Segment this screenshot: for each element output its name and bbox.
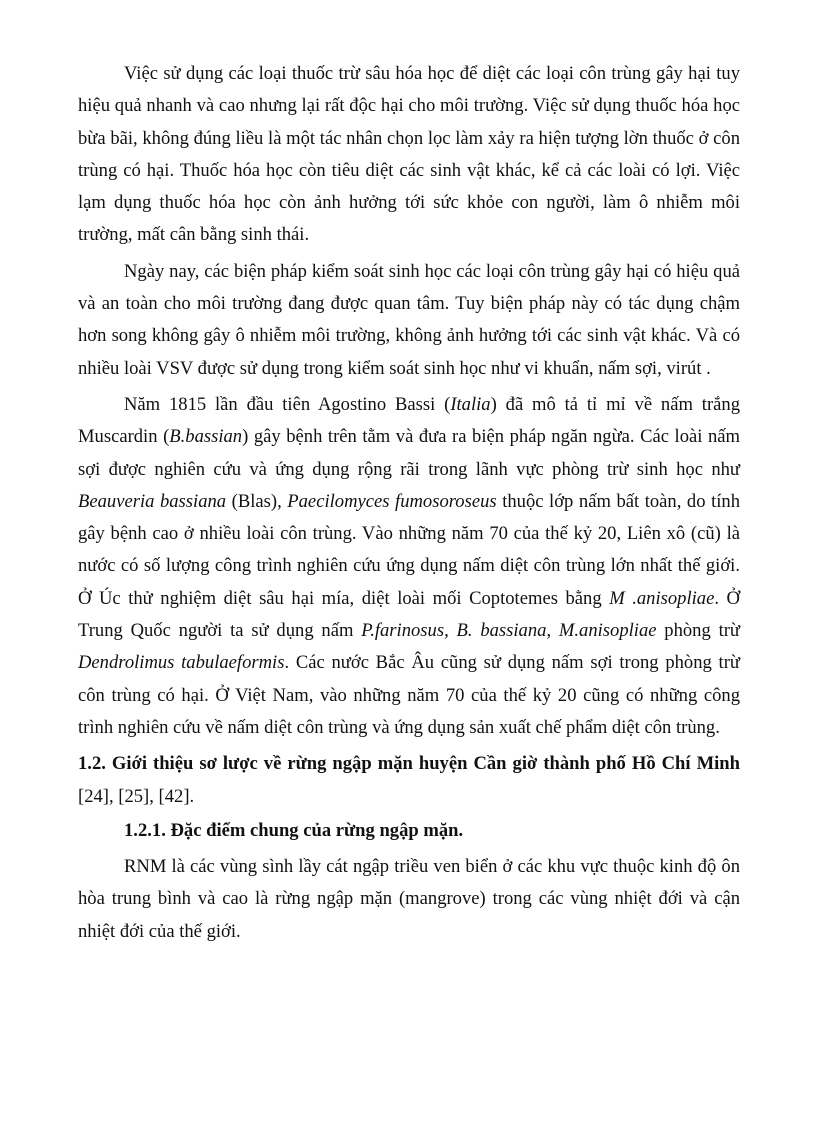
paragraph-mangrove-definition: RNM là các vùng sình lầy cát ngập triều ven biển ở các khu vực thuộc kinh độ ôn hòa trung bình và cao là rừng ngập mặn (mangrove) trong các vùng nhiệt đới và cận nhiệt đới của thế giới. — [78, 856, 740, 942]
text-run: Năm 1815 lần đầu tiên Agostino Bassi ( — [124, 393, 451, 415]
text-run: ) đã mô tả tỉ mỉ về nấm trắng Muscardin ( — [78, 393, 740, 448]
text-run: , — [546, 620, 559, 642]
text-run: . Ở Trung Quốc người ta sử dụng nấm — [78, 587, 740, 642]
italic-term: B.bassian — [169, 426, 243, 448]
section-references: [24], [25], [42]. — [78, 785, 195, 807]
italic-term: Dendrolimus tabulaeformis — [78, 652, 285, 674]
italic-term: P.farinosus, B. bassiana — [361, 620, 547, 642]
document-page — [78, 58, 740, 952]
paragraph-fungi-history — [78, 389, 740, 744]
italic-term: Paecilomyces fumosoroseus — [287, 490, 497, 512]
paragraph-biological-control: Ngày nay, các biện pháp kiểm soát sinh học các loại côn trùng gây hại có hiệu quả và an toàn cho môi trường đang được quan tâm. Tuy biện pháp này có tác dụng chậm hơn song không gây ô nhiễm môi trường, không ảnh hưởng tới các sinh vật khác. Và có nhiều loài VSV được sử dụng trong kiểm soát sinh học như vi khuẩn, nấm sợi, virút . — [78, 260, 740, 379]
text-run: ) gây bệnh trên tằm và đưa ra biện pháp ngăn ngừa. Các loài nấm sợi được nghiên cứu và ứng dụng rộng rãi trong lãnh vực phòng trừ sinh học như — [78, 426, 740, 480]
italic-term: M .anisopliae — [609, 587, 715, 609]
italic-term: Italia — [450, 393, 491, 415]
italic-term: M.anisopliae — [558, 620, 657, 642]
text-run: . Các nước Bắc Âu cũng sử dụng nấm sợi trong phòng trừ côn trùng có hại. Ở Việt Nam, vào những năm 70 của thế kỷ 20 cũng có những công trình nghiên cứu về nấm diệt côn trùng và ứng dụng sản xuất chế phẩm diệt côn trùng. — [78, 652, 740, 738]
subsection-heading: 1.2.1. Đặc điểm chung của rừng ngập mặn. — [124, 819, 464, 841]
paragraph-pesticide-harm: Việc sử dụng các loại thuốc trừ sâu hóa học để diệt các loại côn trùng gây hại tuy hiệu quả nhanh và cao nhưng lại rất độc hại cho môi trường. Việc sử dụng thuốc hóa học bừa bãi, không đúng liều là một tác nhân chọn lọc làm xảy ra hiện tượng lờn thuốc ở côn trùng có hại. Thuốc hóa học còn tiêu diệt các sinh vật khác, kể cả các loài có lợi. Việc lạm dụng thuốc hóa học còn ảnh hưởng tới sức khỏe con người, làm ô nhiễm môi trường, mất cân bằng sinh thái. — [78, 63, 740, 246]
italic-term: Beauveria bassiana — [78, 490, 227, 512]
section-title: 1.2. Giới thiệu sơ lược về rừng ngập mặn huyện Cần giờ thành phố Hồ Chí Minh — [78, 753, 740, 775]
text-run: phòng trừ — [656, 620, 741, 642]
text-run: (Blas), — [226, 490, 288, 512]
text-run: thuộc lớp nấm bất toàn, do tính gây bệnh cao ở nhiều loài côn trùng. Vào những năm 70 của thế kỷ 20, Liên xô (cũ) là nước có số lượng công trình nghiên cứu ứng dụng nấm diệt côn trùng lớn nhất thế giới. Ở Úc thử nghiệm diệt sâu hại mía, diệt loài mối Coptotemes bằng — [78, 490, 740, 609]
section-heading — [78, 748, 740, 813]
